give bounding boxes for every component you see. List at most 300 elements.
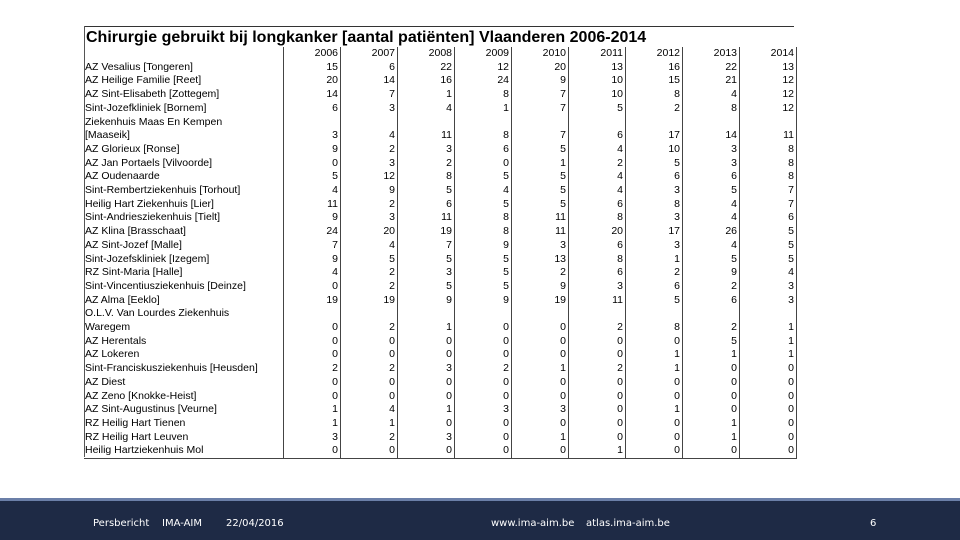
value-cell: 0 [626, 376, 683, 390]
value-cell: 3 [398, 431, 455, 445]
value-cell: 0 [512, 348, 569, 362]
hospital-name-cell [84, 307, 284, 334]
hospital-name-line: AZ Heilige Familie [Reet] [85, 74, 202, 87]
value-cell: 10 [569, 74, 626, 88]
table-row [84, 390, 797, 404]
value-cell: 0 [341, 444, 398, 458]
hospital-name-cell [84, 116, 284, 143]
value-cell: 8 [740, 157, 797, 171]
header-year: 2008 [398, 47, 455, 61]
table-row [84, 403, 797, 417]
value-cell: 0 [740, 444, 797, 458]
hospital-name-line: AZ Sint-Augustinus [Veurne] [85, 403, 217, 416]
hospital-name-cell [84, 266, 284, 280]
value-cell: 0 [683, 444, 740, 458]
value-cell: 24 [455, 74, 512, 88]
value-cell: 8 [626, 88, 683, 102]
value-cell: 3 [341, 211, 398, 225]
table-row [84, 170, 797, 184]
value-cell: 4 [569, 184, 626, 198]
value-cell: 0 [740, 403, 797, 417]
value-cell: 2 [455, 362, 512, 376]
value-cell: 9 [284, 211, 341, 225]
value-cell: 0 [512, 390, 569, 404]
hospital-name-cell [84, 403, 284, 417]
value-cell: 5 [455, 280, 512, 294]
value-cell: 19 [341, 294, 398, 308]
value-cell: 4 [398, 102, 455, 116]
value-cell: 1 [512, 431, 569, 445]
value-cell: 19 [512, 294, 569, 308]
value-cell: 3 [398, 362, 455, 376]
value-cell: 4 [341, 403, 398, 417]
value-cell: 1 [512, 157, 569, 171]
value-cell: 6 [683, 294, 740, 308]
value-cell: 3 [284, 431, 341, 445]
value-cell: 4 [683, 239, 740, 253]
table-row [84, 184, 797, 198]
hospital-name-line: Sint-Jozefskliniek [Izegem] [85, 252, 210, 265]
value-cell: 5 [740, 225, 797, 239]
footer-accent-line [0, 498, 960, 501]
hospital-name-line: RZ Heilig Hart Leuven [85, 430, 189, 443]
hospital-name-cell [84, 88, 284, 102]
table-row [84, 335, 797, 349]
table-row [84, 116, 797, 143]
value-cell: 1 [398, 403, 455, 417]
value-cell: 11 [512, 225, 569, 239]
value-cell: 9 [512, 74, 569, 88]
footer-atlas-link[interactable]: atlas.ima-aim.be [586, 518, 670, 529]
table-row [84, 444, 797, 458]
value-cell: 8 [455, 116, 512, 143]
value-cell: 2 [626, 102, 683, 116]
value-cell: 5 [740, 239, 797, 253]
value-cell: 5 [341, 253, 398, 267]
value-cell: 5 [455, 266, 512, 280]
value-cell: 2 [569, 307, 626, 334]
hospital-name-cell [84, 74, 284, 88]
table-row [84, 143, 797, 157]
value-cell: 6 [569, 239, 626, 253]
header-year: 2007 [341, 47, 398, 61]
footer-website-link[interactable]: www.ima-aim.be [491, 518, 575, 529]
value-cell: 0 [626, 444, 683, 458]
value-cell: 17 [626, 116, 683, 143]
value-cell: 1 [740, 348, 797, 362]
value-cell: 1 [683, 431, 740, 445]
value-cell: 1 [683, 348, 740, 362]
table-header-row [84, 47, 797, 61]
header-year: 2012 [626, 47, 683, 61]
value-cell: 1 [626, 348, 683, 362]
value-cell: 0 [569, 348, 626, 362]
value-cell: 5 [284, 170, 341, 184]
value-cell: 4 [683, 211, 740, 225]
value-cell: 0 [683, 390, 740, 404]
table-row [84, 198, 797, 212]
value-cell: 0 [341, 335, 398, 349]
value-cell: 8 [626, 307, 683, 334]
value-cell: 0 [626, 390, 683, 404]
value-cell: 11 [512, 211, 569, 225]
value-cell: 15 [284, 61, 341, 75]
value-cell: 0 [683, 403, 740, 417]
hospital-name-cell [84, 294, 284, 308]
table-row [84, 102, 797, 116]
value-cell: 0 [398, 444, 455, 458]
header-year: 2010 [512, 47, 569, 61]
table-row [84, 280, 797, 294]
value-cell: 7 [284, 239, 341, 253]
value-cell: 4 [569, 170, 626, 184]
hospital-name-cell [84, 170, 284, 184]
value-cell: 0 [569, 431, 626, 445]
value-cell: 2 [341, 143, 398, 157]
value-cell: 9 [683, 266, 740, 280]
value-cell: 11 [398, 116, 455, 143]
value-cell: 20 [569, 225, 626, 239]
table-row [84, 417, 797, 431]
value-cell: 0 [455, 307, 512, 334]
value-cell: 5 [626, 157, 683, 171]
hospital-name-cell [84, 184, 284, 198]
value-cell: 9 [398, 294, 455, 308]
value-cell: 0 [455, 444, 512, 458]
hospital-name-cell [84, 444, 284, 458]
value-cell: 4 [569, 143, 626, 157]
value-cell: 2 [569, 157, 626, 171]
value-cell: 1 [740, 335, 797, 349]
value-cell: 10 [569, 88, 626, 102]
hospital-name-cell [84, 61, 284, 75]
value-cell: 11 [569, 294, 626, 308]
value-cell: 0 [398, 348, 455, 362]
value-cell: 9 [284, 253, 341, 267]
footer-date: 22/04/2016 [226, 518, 284, 529]
value-cell: 3 [626, 239, 683, 253]
value-cell: 8 [455, 88, 512, 102]
value-cell: 5 [626, 294, 683, 308]
value-cell: 10 [626, 143, 683, 157]
value-cell: 0 [284, 348, 341, 362]
value-cell: 0 [284, 335, 341, 349]
value-cell: 3 [740, 280, 797, 294]
value-cell: 3 [683, 143, 740, 157]
hospital-name-line: [Maaseik] [85, 129, 130, 142]
value-cell: 4 [341, 239, 398, 253]
value-cell: 7 [512, 102, 569, 116]
header-year: 2013 [683, 47, 740, 61]
value-cell: 2 [683, 280, 740, 294]
value-cell: 20 [284, 74, 341, 88]
value-cell: 3 [341, 157, 398, 171]
table-row [84, 266, 797, 280]
value-cell: 3 [512, 403, 569, 417]
hospital-name-cell [84, 280, 284, 294]
hospital-name-cell [84, 211, 284, 225]
hospital-name-cell [84, 348, 284, 362]
value-cell: 8 [455, 211, 512, 225]
value-cell: 6 [626, 170, 683, 184]
value-cell: 3 [569, 280, 626, 294]
value-cell: 16 [398, 74, 455, 88]
hospital-name-line: AZ Glorieux [Ronse] [85, 142, 180, 155]
hospital-name-line: O.L.V. Van Lourdes Ziekenhuis [85, 307, 230, 320]
value-cell: 5 [683, 253, 740, 267]
value-cell: 7 [740, 198, 797, 212]
value-cell: 13 [569, 61, 626, 75]
value-cell: 2 [341, 362, 398, 376]
value-cell: 0 [683, 362, 740, 376]
value-cell: 2 [341, 280, 398, 294]
value-cell: 0 [455, 335, 512, 349]
value-cell: 14 [341, 74, 398, 88]
value-cell: 0 [512, 444, 569, 458]
value-cell: 3 [626, 211, 683, 225]
value-cell: 3 [341, 102, 398, 116]
value-cell: 20 [341, 225, 398, 239]
value-cell: 2 [341, 198, 398, 212]
table-row [84, 307, 797, 334]
hospital-name-cell [84, 335, 284, 349]
table-row [84, 239, 797, 253]
value-cell: 5 [512, 170, 569, 184]
value-cell: 0 [569, 376, 626, 390]
hospital-name-cell [84, 102, 284, 116]
value-cell: 0 [569, 390, 626, 404]
page-title: Chirurgie gebruikt bij longkanker [aantal patiënten] Vlaanderen 2006-2014 [86, 29, 647, 46]
value-cell: 0 [284, 390, 341, 404]
value-cell: 4 [284, 266, 341, 280]
hospital-name-line: AZ Sint-Elisabeth [Zottegem] [85, 88, 220, 101]
hospital-name-line: Sint-Rembertziekenhuis [Torhout] [85, 184, 241, 197]
table-row [84, 376, 797, 390]
table-row [84, 211, 797, 225]
value-cell: 0 [512, 376, 569, 390]
value-cell: 12 [455, 61, 512, 75]
hospital-name-line: RZ Heilig Hart Tienen [85, 416, 186, 429]
value-cell: 4 [683, 198, 740, 212]
value-cell: 5 [569, 102, 626, 116]
hospital-name-line: AZ Vesalius [Tongeren] [85, 60, 193, 73]
value-cell: 1 [284, 417, 341, 431]
value-cell: 2 [512, 266, 569, 280]
value-cell: 5 [455, 253, 512, 267]
value-cell: 1 [569, 444, 626, 458]
value-cell: 0 [398, 417, 455, 431]
value-cell: 0 [455, 417, 512, 431]
value-cell: 0 [512, 307, 569, 334]
value-cell: 0 [740, 362, 797, 376]
hospital-name-line: AZ Herentals [85, 334, 147, 347]
value-cell: 5 [455, 198, 512, 212]
hospital-name-cell [84, 143, 284, 157]
hospital-name-line: Waregem [85, 321, 131, 334]
value-cell: 6 [284, 102, 341, 116]
value-cell: 0 [683, 376, 740, 390]
hospital-name-line: Sint-Jozefkliniek [Bornem] [85, 101, 207, 114]
value-cell: 1 [398, 307, 455, 334]
value-cell: 0 [398, 376, 455, 390]
value-cell: 11 [740, 116, 797, 143]
hospital-name-cell [84, 157, 284, 171]
value-cell: 5 [398, 184, 455, 198]
value-cell: 0 [284, 376, 341, 390]
value-cell: 0 [455, 157, 512, 171]
value-cell: 1 [626, 362, 683, 376]
value-cell: 1 [455, 102, 512, 116]
value-cell: 5 [683, 184, 740, 198]
value-cell: 7 [341, 88, 398, 102]
value-cell: 8 [683, 102, 740, 116]
header-year: 2006 [284, 47, 341, 61]
hospital-name-cell [84, 390, 284, 404]
value-cell: 8 [569, 253, 626, 267]
hospital-name-line: AZ Alma [Eeklo] [85, 293, 160, 306]
value-cell: 7 [512, 116, 569, 143]
table-row [84, 157, 797, 171]
value-cell: 11 [284, 198, 341, 212]
value-cell: 6 [398, 198, 455, 212]
value-cell: 6 [626, 280, 683, 294]
hospital-name-line: Heilig Hartziekenhuis Mol [85, 444, 204, 457]
value-cell: 0 [626, 417, 683, 431]
value-cell: 2 [341, 431, 398, 445]
value-cell: 6 [569, 116, 626, 143]
table-row [84, 348, 797, 362]
value-cell: 1 [626, 253, 683, 267]
value-cell: 5 [512, 184, 569, 198]
value-cell: 5 [398, 280, 455, 294]
value-cell: 0 [398, 390, 455, 404]
footer-persbericht: Persbericht [93, 518, 150, 529]
value-cell: 1 [398, 88, 455, 102]
hospital-name-cell [84, 198, 284, 212]
value-cell: 6 [683, 170, 740, 184]
hospital-name-cell [84, 417, 284, 431]
value-cell: 0 [569, 417, 626, 431]
value-cell: 5 [740, 253, 797, 267]
value-cell: 13 [512, 253, 569, 267]
table-row [84, 294, 797, 308]
value-cell: 4 [284, 184, 341, 198]
value-cell: 0 [455, 431, 512, 445]
value-cell: 4 [740, 266, 797, 280]
table-row [84, 61, 797, 75]
value-cell: 9 [455, 294, 512, 308]
value-cell: 0 [341, 390, 398, 404]
value-cell: 0 [569, 403, 626, 417]
value-cell: 1 [512, 362, 569, 376]
hospital-name-cell [84, 376, 284, 390]
table-row [84, 88, 797, 102]
value-cell: 8 [626, 198, 683, 212]
value-cell: 3 [626, 184, 683, 198]
hospital-name-cell [84, 362, 284, 376]
value-cell: 19 [398, 225, 455, 239]
value-cell: 26 [683, 225, 740, 239]
header-year: 2014 [740, 47, 797, 61]
value-cell: 0 [740, 390, 797, 404]
value-cell: 2 [284, 362, 341, 376]
value-cell: 3 [512, 239, 569, 253]
hospital-surgery-table [84, 47, 797, 459]
value-cell: 2 [683, 307, 740, 334]
value-cell: 6 [569, 266, 626, 280]
value-cell: 16 [626, 61, 683, 75]
value-cell: 7 [512, 88, 569, 102]
hospital-name-cell [84, 253, 284, 267]
hospital-name-line: AZ Diest [85, 375, 126, 388]
value-cell: 5 [683, 335, 740, 349]
value-cell: 6 [455, 143, 512, 157]
value-cell: 0 [284, 444, 341, 458]
hospital-name-line: Sint-Andriesziekenhuis [Tielt] [85, 211, 221, 224]
value-cell: 5 [398, 253, 455, 267]
value-cell: 0 [512, 335, 569, 349]
value-cell: 6 [569, 198, 626, 212]
value-cell: 14 [284, 88, 341, 102]
value-cell: 3 [398, 143, 455, 157]
value-cell: 3 [284, 116, 341, 143]
value-cell: 1 [341, 417, 398, 431]
value-cell: 12 [740, 88, 797, 102]
value-cell: 0 [740, 417, 797, 431]
value-cell: 22 [398, 61, 455, 75]
footer-org: IMA-AIM [162, 518, 203, 529]
hospital-name-line: RZ Sint-Maria [Halle] [85, 266, 183, 279]
value-cell: 8 [569, 211, 626, 225]
hospital-name-line: AZ Lokeren [85, 348, 140, 361]
hospital-name-line: AZ Sint-Jozef [Malle] [85, 238, 182, 251]
value-cell: 0 [284, 157, 341, 171]
value-cell: 7 [740, 184, 797, 198]
value-cell: 9 [455, 239, 512, 253]
value-cell: 3 [740, 294, 797, 308]
value-cell: 0 [569, 335, 626, 349]
value-cell: 1 [683, 417, 740, 431]
hospital-name-line: AZ Klina [Brasschaat] [85, 225, 186, 238]
value-cell: 5 [455, 170, 512, 184]
value-cell: 0 [284, 280, 341, 294]
value-cell: 14 [683, 116, 740, 143]
value-cell: 19 [284, 294, 341, 308]
value-cell: 2 [569, 362, 626, 376]
hospital-name-line: AZ Oudenaarde [85, 170, 160, 183]
value-cell: 22 [683, 61, 740, 75]
value-cell: 0 [455, 376, 512, 390]
value-cell: 8 [740, 143, 797, 157]
value-cell: 0 [455, 348, 512, 362]
value-cell: 20 [512, 61, 569, 75]
value-cell: 2 [398, 157, 455, 171]
value-cell: 8 [398, 170, 455, 184]
value-cell: 2 [341, 307, 398, 334]
value-cell: 3 [455, 403, 512, 417]
value-cell: 0 [341, 376, 398, 390]
value-cell: 1 [740, 307, 797, 334]
hospital-name-line: Sint-Franciskusziekenhuis [Heusden] [85, 362, 258, 375]
value-cell: 1 [284, 403, 341, 417]
value-cell: 9 [341, 184, 398, 198]
hospital-name-line: AZ Jan Portaels [Vilvoorde] [85, 156, 213, 169]
value-cell: 9 [512, 280, 569, 294]
value-cell: 1 [626, 403, 683, 417]
hospital-name-cell [84, 225, 284, 239]
value-cell: 0 [740, 376, 797, 390]
value-cell: 0 [740, 431, 797, 445]
